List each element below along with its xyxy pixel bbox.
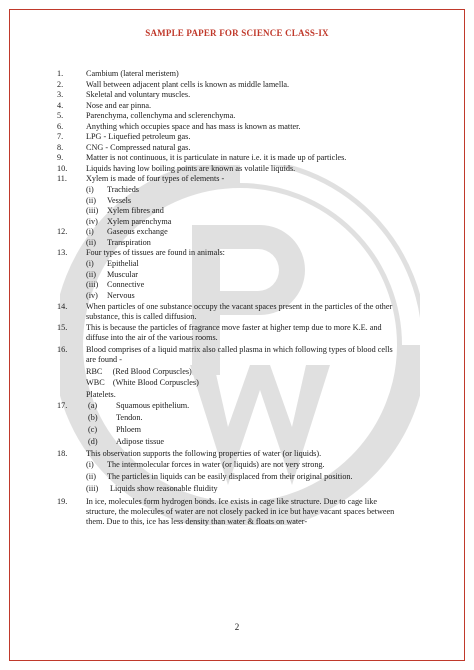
page-title: SAMPLE PAPER FOR SCIENCE CLASS-IX <box>145 28 329 38</box>
page-number: 2 <box>234 622 240 632</box>
document-page: SAMPLE PAPER FOR SCIENCE CLASS-IX 1. Cambium (lateral meristem) 2. Wall between adjacent plant cells is known as middle lamella. 3. Skeletal and voluntary muscles. 4. Nose and ear pinna. 5. Parenchyma, collenchyma and sclerenchyma. 6. Anything which occupies space and has mass is known as matter. 7. LPG - Liquefied petroleum gas. 8. CNG - Compressed natural gas. 9. Matter is not continuous, it is particulate in nature i.e. it is made up of particles. 10. Liquids having low boiling points are known as volatile liquids. 11. Xylem is made of four types of elements - (i) Trachieds (ii) Vessels (iii) Xylem fibres and (iv) Xylem parenchyma 12. (i) Gaseous exchange (ii) Transpiration 13. Four types of tissues are found in animals: (i) Epithelial (ii) Muscular (iii) Connective (iv) Nervous 14. When particles of one substance occupy the vacant spaces present in the particles of the other substance, this is called diffusion. 15. This is because the particles of fragrance move faster at higher temp due to more K.E. and diffuse into the air of the various rooms. 16. Blood comprises of a liquid matrix also called plasma in which following types of blood cells are found - RBC (Red Blood Corpuscles) WBC (White Blood Corpuscles) Platelets. 17. (a) Squamous epithelium. (b) Tendon. (c) Phloem (d) Adipose tissue 18. This observation supports the following properties of water (or liquids). (i) The intermolecular forces in water (or liquids) are not very strong. (ii) The particles in liquids can be easily displaced from their original position. (iii) Liquids show reasonable fluidity 19. In ice, molecules form hydrogen bonds. Ice exists in cage like structure. Due to cage like structure, the molecules of water are not closely packed in ice but have vacant spaces between them. Due to this, ice has less density than water & floats on water- 2 <box>0 0 474 670</box>
